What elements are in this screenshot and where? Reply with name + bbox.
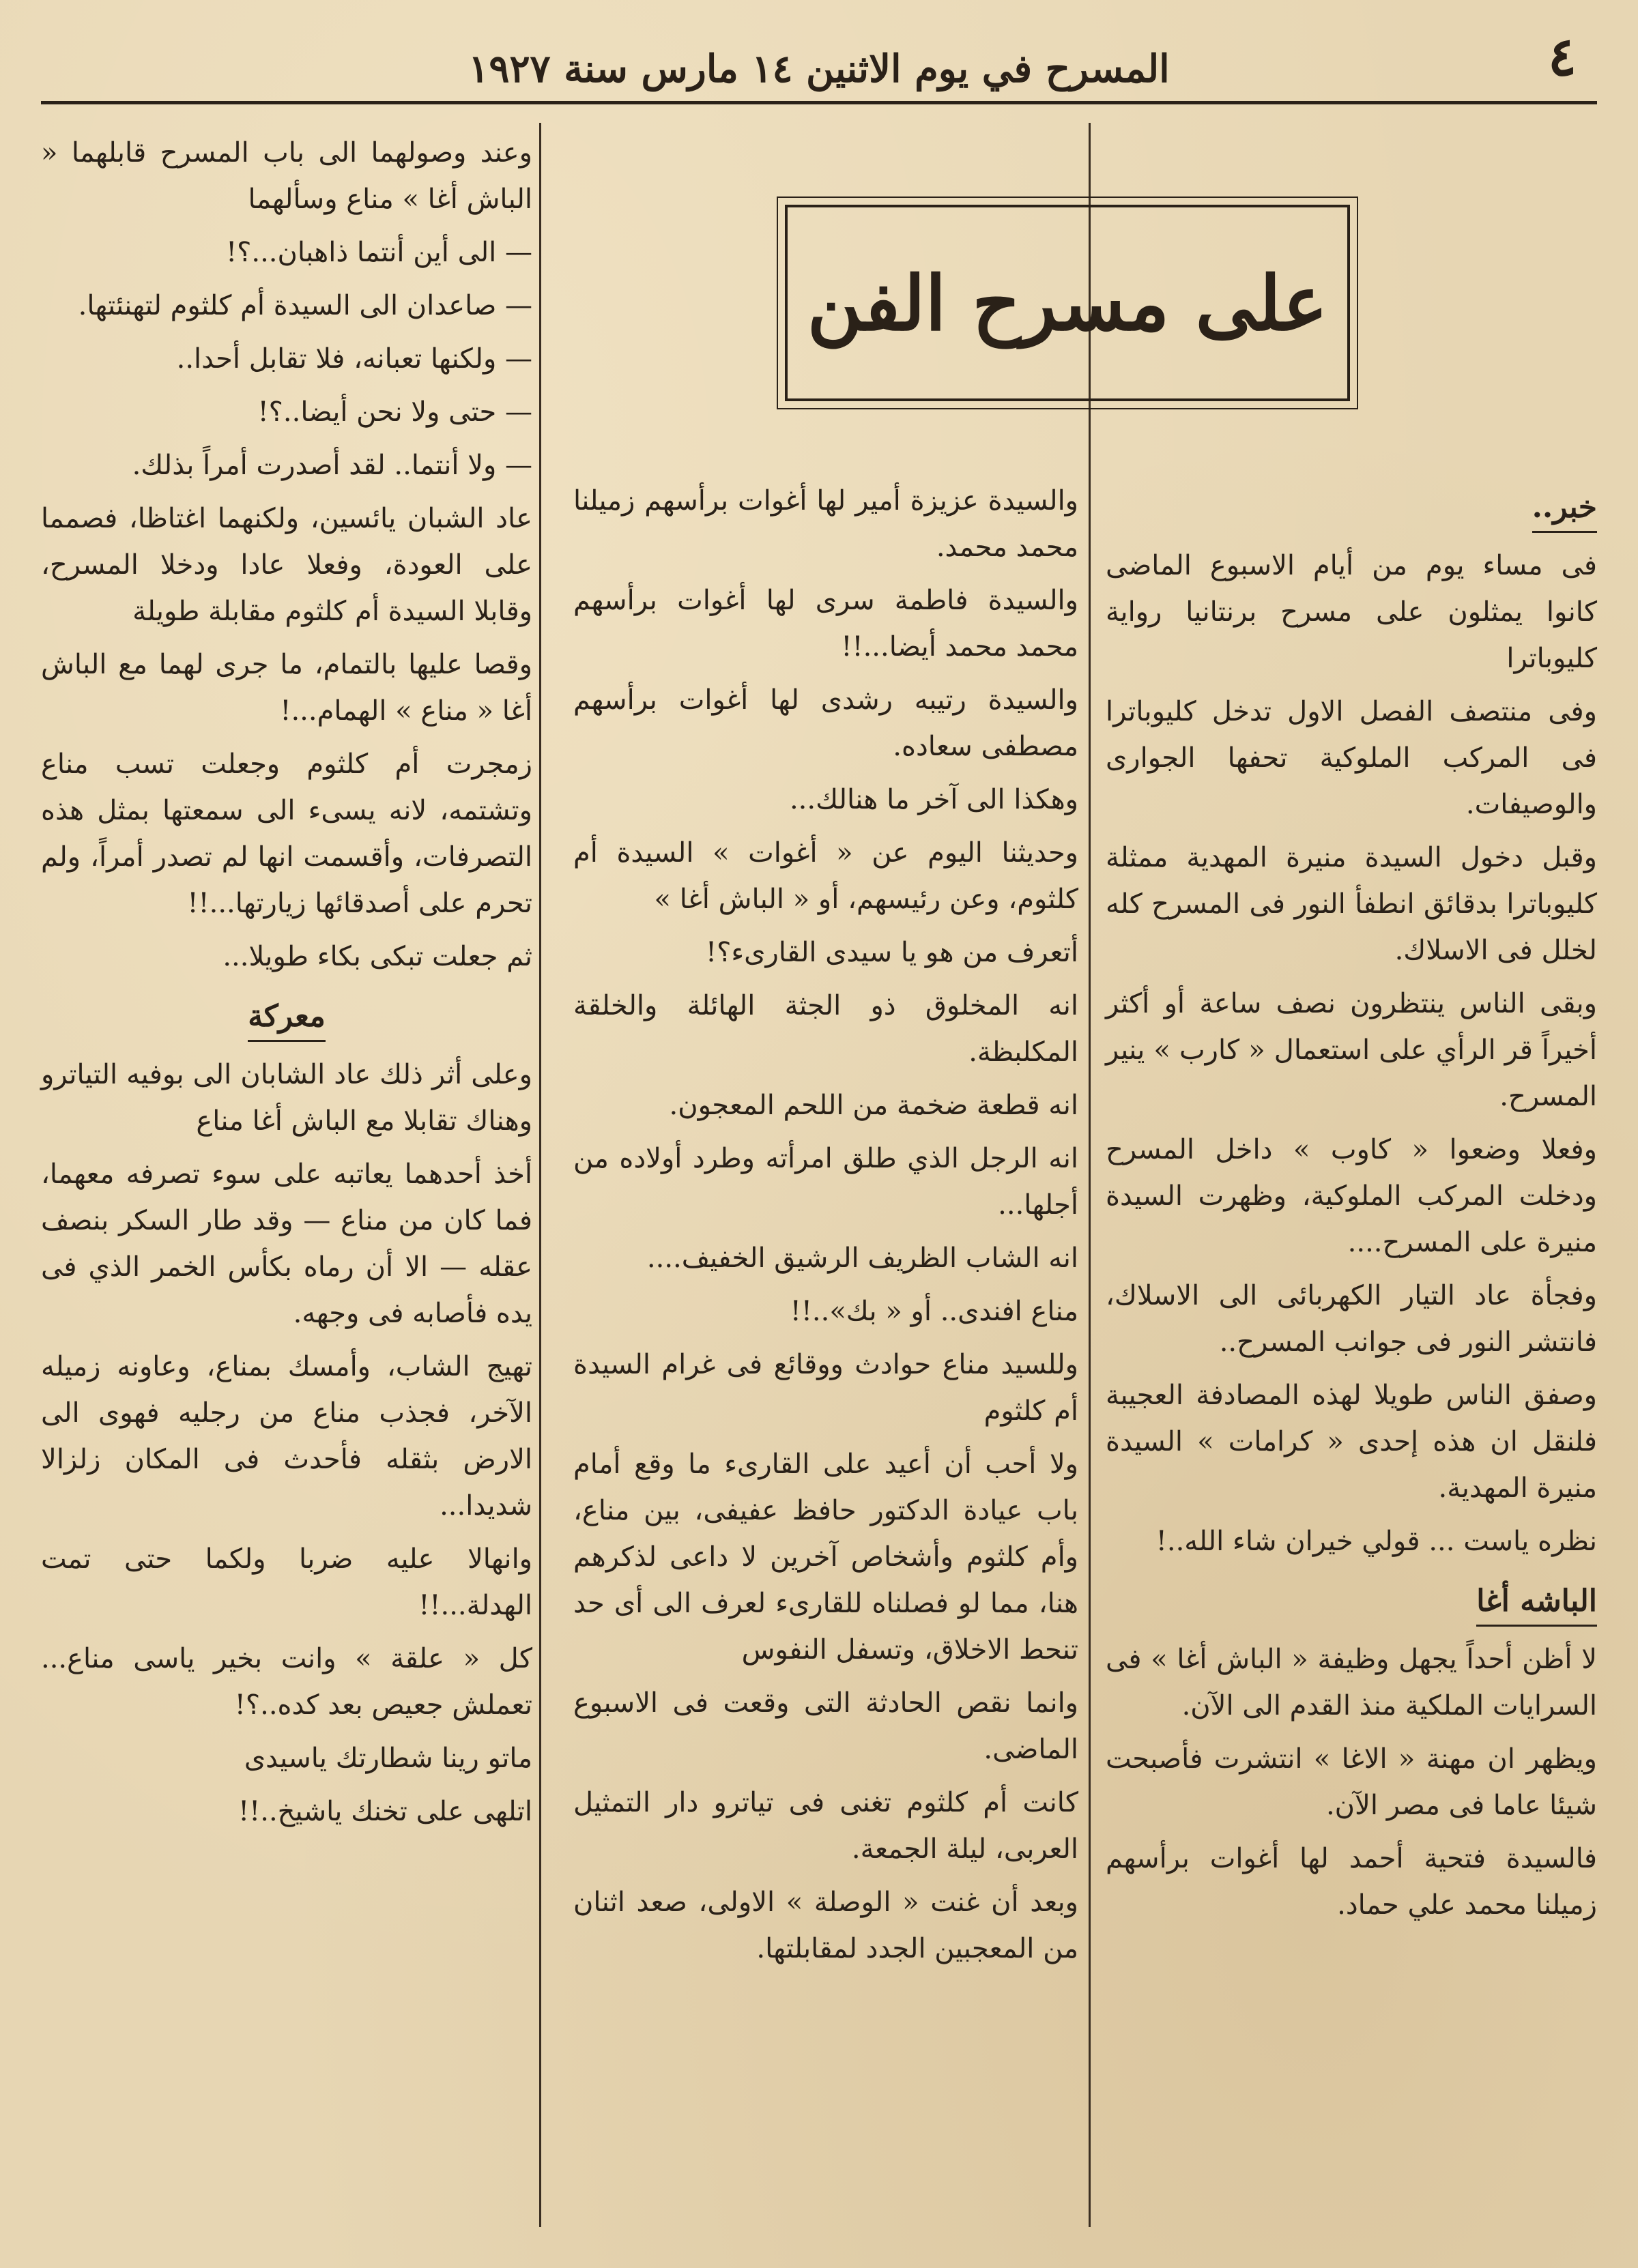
paragraph: عاد الشبان يائسين، ولكنهما اغتاظا، فصمما على العودة، وفعلا عادا ودخلا المسرح، وقابلا السيدة أم كلثوم مقابلة طويلة [41, 503, 532, 627]
right-column [1106, 478, 1597, 2227]
paragraph: والسيدة رتيبه رشدى لها أغوات برأسهم مصطفى سعاده. [573, 684, 1078, 762]
middle-column [573, 478, 1078, 2227]
paragraph: وفجأة عاد التيار الكهربائى الى الاسلاك، فانتشر النور فى جوانب المسرح.. [1106, 1280, 1597, 1358]
paragraph: أخذ أحدهما يعاتبه على سوء تصرفه معهما، فما كان من مناع — وقد طار السكر بنصف عقله — الا أن رماه بكأس الخمر الذي فى يده فأصابه فى وجهه. [41, 1159, 532, 1329]
paragraph: انه قطعة ضخمة من اللحم المعجون. [669, 1090, 1078, 1121]
paragraph: مناع افندى.. أو « بك»..!! [790, 1296, 1078, 1327]
paragraph: فالسيدة فتحية أحمد لها أغوات برأسهم زميلنا محمد علي حماد. [1106, 1843, 1597, 1921]
page-number: ٤ [1548, 26, 1577, 88]
paragraph: ولا أحب أن أعيد على القارىء ما وقع أمام باب عيادة الدكتور حافظ عفيفى، بين مناع، وأم كلثوم وأشخاص آخرين لا داعى لذكرهم هنا، مما لو فصلناه للقارىء لعرف الى أى حد تنحط الاخلاق، وتسفل النفوس [573, 1449, 1078, 1666]
section-heading: خبر.. [1532, 484, 1597, 533]
section-heading: الباشه أغا [1476, 1578, 1597, 1627]
paragraph: وبقى الناس ينتظرون نصف ساعة أو أكثر أخيراً قر الرأي على استعمال « كارب » ينير المسرح. [1106, 988, 1597, 1112]
paragraph: كل « علقة » وانت بخير ياسى مناع... تعملش جعيص بعد كده..؟! [41, 1643, 532, 1721]
paragraph: وقبل دخول السيدة منيرة المهدية ممثلة كليوباترا بدقائق انطفأ النور فى المسرح كله لخلل فى الاسلاك. [1106, 842, 1597, 966]
paragraph: انه المخلوق ذو الجثة الهائلة والخلقة المكلبظة. [573, 990, 1078, 1068]
paragraph: — حتى ولا نحن أيضا..؟! [257, 396, 532, 428]
paragraph: زمجرت أم كلثوم وجعلت تسب مناع وتشتمه، لانه يسىء الى سمعتها بمثل هذه التصرفات، وأقسمت انها لم تصدر أمراً، ولم تحرم على أصدقائها زيارتها...!! [41, 748, 532, 919]
paragraph: — ولا أنتما.. لقد أصدرت أمراً بذلك. [132, 450, 532, 481]
paragraph: وانهالا عليه ضربا ولكما حتى تمت الهدلة...!! [41, 1543, 532, 1621]
column-divider [539, 123, 541, 2227]
paragraph: والسيدة عزيزة أمير لها أغوات برأسهم زميلنا محمد محمد. [573, 485, 1078, 563]
paragraph: اتلهى على تخنك ياشيخ..!! [238, 1796, 532, 1827]
paragraph: انه الرجل الذي طلق امرأته وطرد أولاده من أجلها... [573, 1143, 1078, 1221]
section-banner [785, 205, 1350, 401]
paragraph: وحديثنا اليوم عن « أغوات » السيدة أم كلثوم، وعن رئيسهم، أو « الباش أغا » [573, 837, 1078, 915]
paragraph: — صاعدان الى السيدة أم كلثوم لتهنئتها. [78, 290, 532, 321]
masthead-title: المسرح في يوم الاثنين ١٤ مارس سنة ١٩٢٧ [468, 46, 1170, 91]
paragraph: وهكذا الى آخر ما هنالك... [789, 784, 1078, 815]
paragraph: كانت أم كلثوم تغنى فى تياترو دار التمثيل العربى، ليلة الجمعة. [573, 1787, 1078, 1865]
paragraph: وبعد أن غنت « الوصلة » الاولى، صعد اثنان من المعجبين الجدد لمقابلتها. [573, 1887, 1078, 1964]
paragraph: وعلى أثر ذلك عاد الشابان الى بوفيه التياترو وهناك تقابلا مع الباش أغا مناع [41, 1059, 532, 1137]
paragraph: أتعرف من هو يا سيدى القارىء؟! [706, 937, 1078, 968]
paragraph: وصفق الناس طويلا لهذه المصادفة العجيبة فلنقل ان هذه إحدى « كرامات » السيدة منيرة المهدية. [1106, 1380, 1597, 1504]
paragraph: وفى منتصف الفصل الاول تدخل كليوباترا فى المركب الملوكية تحفها الجوارى والوصيفات. [1106, 696, 1597, 820]
paragraph: ثم جعلت تبكى بكاء طويلا... [222, 941, 532, 972]
paragraph: لا أظن أحداً يجهل وظيفة « الباش أغا » فى السرايات الملكية منذ القدم الى الآن. [1106, 1644, 1597, 1721]
section-heading: معركة [248, 993, 326, 1042]
paragraph: وقصا عليها بالتمام، ما جرى لهما مع الباش أغا « مناع » الهمام...! [41, 649, 532, 727]
paragraph: نظره ياست ... قولي خيران شاء الله..! [1155, 1526, 1597, 1557]
paragraph: تهيج الشاب، وأمسك بمناع، وعاونه زميله الآخر، فجذب مناع من رجليه فهوى الى الارض بثقله فأحدث فى المكان زلزالا شديدا... [41, 1351, 532, 1522]
paragraph: — الى أين أنتما ذاهبان...؟! [226, 237, 532, 268]
page-header [41, 19, 1597, 104]
paragraph: ويظهر ان مهنة « الاغا » انتشرت فأصبحت شيئا عاما فى مصر الآن. [1106, 1743, 1597, 1821]
banner-title: على مسرح الفن [807, 259, 1328, 347]
paragraph: وانما نقص الحادثة التى وقعت فى الاسبوع الماضى. [573, 1687, 1078, 1765]
paragraph: وفعلا وضعوا « كاوب » داخل المسرح ودخلت المركب الملوكية، وظهرت السيدة منيرة على المسرح.... [1106, 1134, 1597, 1258]
paragraph: وللسيد مناع حوادث ووقائع فى غرام السيدة أم كلثوم [573, 1349, 1078, 1427]
paragraph: — ولكنها تعبانه، فلا تقابل أحدا.. [176, 343, 532, 375]
paragraph: والسيدة فاطمة سرى لها أغوات برأسهم محمد محمد أيضا...!! [573, 585, 1078, 663]
left-column [41, 130, 532, 2227]
paragraph: فى مساء يوم من أيام الاسبوع الماضى كانوا يمثلون على مسرح برنتانيا رواية كليوباترا [1106, 550, 1597, 674]
column-divider [1089, 123, 1091, 2227]
paragraph: انه الشاب الظريف الرشيق الخفيف.... [646, 1242, 1078, 1274]
paragraph: ماتو رينا شطارتك ياسيدى [244, 1743, 532, 1774]
paragraph: وعند وصولهما الى باب المسرح قابلهما « الباش أغا » مناع وسألهما [41, 137, 532, 215]
